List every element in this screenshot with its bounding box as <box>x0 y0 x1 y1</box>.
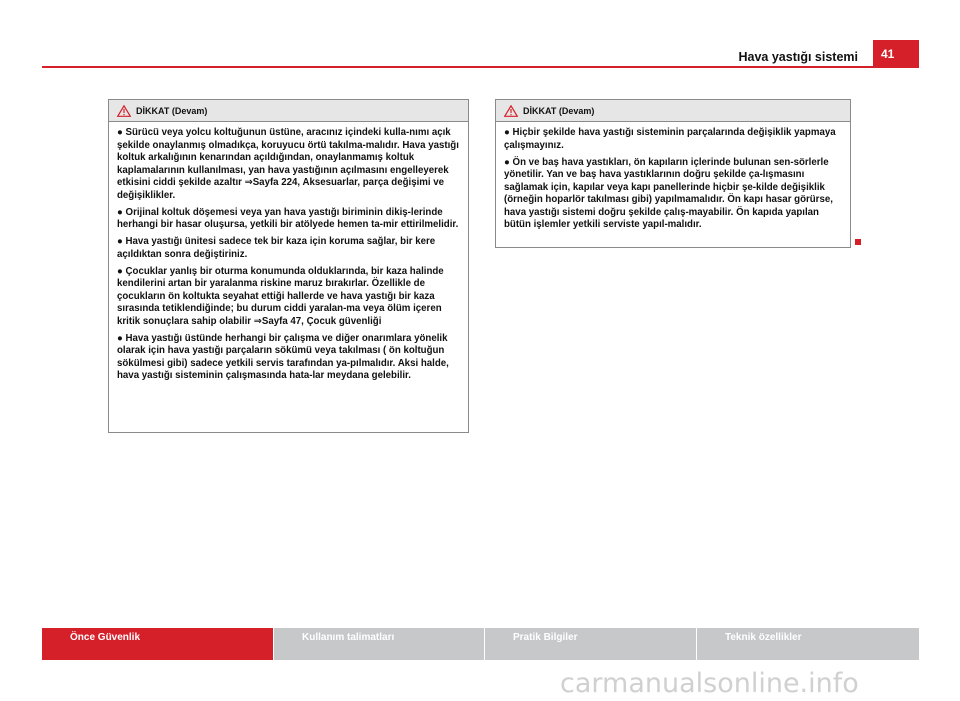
warning-box-header <box>496 100 850 122</box>
footer-tab-technical[interactable]: Teknik özellikler <box>696 628 919 660</box>
page-title: Hava yastığı sistemi <box>738 50 858 64</box>
warning-box-left <box>108 99 469 433</box>
footer-nav <box>42 628 919 660</box>
warning-paragraph: ● Sürücü veya yolcu koltuğunun üstüne, aracınız içindeki kulla-nımı açık şekilde onaylanmış olmadıkça, koruyucu örtü takılma-malıdır. Hava yastığı koltuk arkalığının kenarından açıldığından, onaylanmamış koltuk kaplamalarının kullanılması, yan hava yastığının açılmasını engelleyerek etkisini ciddi şekilde azaltır ⇒Sayfa 224, Aksesuarlar, parça değişimi ve değişiklikler. <box>117 127 459 201</box>
warning-paragraph: ● Çocuklar yanlış bir oturma konumunda olduklarında, bir kaza halinde kendilerini artan bir yaralanma riskine maruz bırakırlar. Özellikle de çocukların ön koltukta seyahat ettiği hallerde ve hava yastığı bir kaza sırasında tetiklendiğinde; bu durum ciddi yaralan-ma veya ölüm içeren kritik sonuçlara sahip olabilir ⇒Sayfa 47, Çocuk güvenliği <box>117 265 444 327</box>
warning-box-body <box>109 122 468 391</box>
warning-paragraph: ● Ön ve baş hava yastıkları, ön kapıların içlerinde bulunan sen-sörlerle yönetilir. Yan ve baş hava yastıklarının doğru şekilde ça-lışmasını sağlamak için, kapılar veya kapı panellerinde hiçbir şe-kilde değişiklik (örneğin hoparlör takılması gibi) yapılmamalıdır. Ön kapı hasar görürse, hava yastığı sistemi doğru şekilde çalış-mayabilir. Ön kapıda yapılan bütün işlemler yetkili serviste yapıl-malıdır. <box>504 156 833 230</box>
warning-paragraph: ● Hava yastığı üstünde herhangi bir çalışma ve diğer onarımlara yönelik olarak için hava yastığı parçaların sökümü veya takılması ( ön koltuğun sökülmesi gibi) sadece yetkili servis tarafından ya-pılmalıdır. Aksi halde, hava yastığı sisteminin çalışmasında hata-lar meydana gelebilir. <box>117 332 449 381</box>
warning-box-header <box>109 100 468 122</box>
footer-tab-practical[interactable]: Pratik Bilgiler <box>484 628 696 660</box>
warning-box-title: DİKKAT (Devam) <box>523 105 595 116</box>
footer-tab-operation[interactable]: Kullanım talimatları <box>273 628 484 660</box>
warning-triangle-icon <box>504 105 518 117</box>
warning-triangle-icon <box>117 105 131 117</box>
watermark: carmanualsonline.info <box>560 668 859 699</box>
footer-tab-safety[interactable]: Önce Güvenlik <box>42 628 273 660</box>
warning-box-title: DİKKAT (Devam) <box>136 105 208 116</box>
warning-paragraph: ● Orijinal koltuk döşemesi veya yan hava yastığı biriminin dikiş-lerinde herhangi bir hasar oluşursa, yetkili bir atölyede hemen ta-mir ettirilmelidir. <box>117 206 459 230</box>
warning-paragraph: ● Hava yastığı ünitesi sadece tek bir kaza için koruma sağlar, bir kere açıldıktan sonra değiştiriniz. <box>117 236 436 260</box>
warning-box-body <box>496 122 850 240</box>
page-number: 41 <box>873 40 919 68</box>
header-rule <box>42 66 919 68</box>
warning-paragraph: ● Hiçbir şekilde hava yastığı sisteminin parçalarında değişiklik yapmaya çalışmayınız. <box>504 127 836 151</box>
end-square-icon <box>855 239 861 245</box>
warning-box-right <box>495 99 851 248</box>
